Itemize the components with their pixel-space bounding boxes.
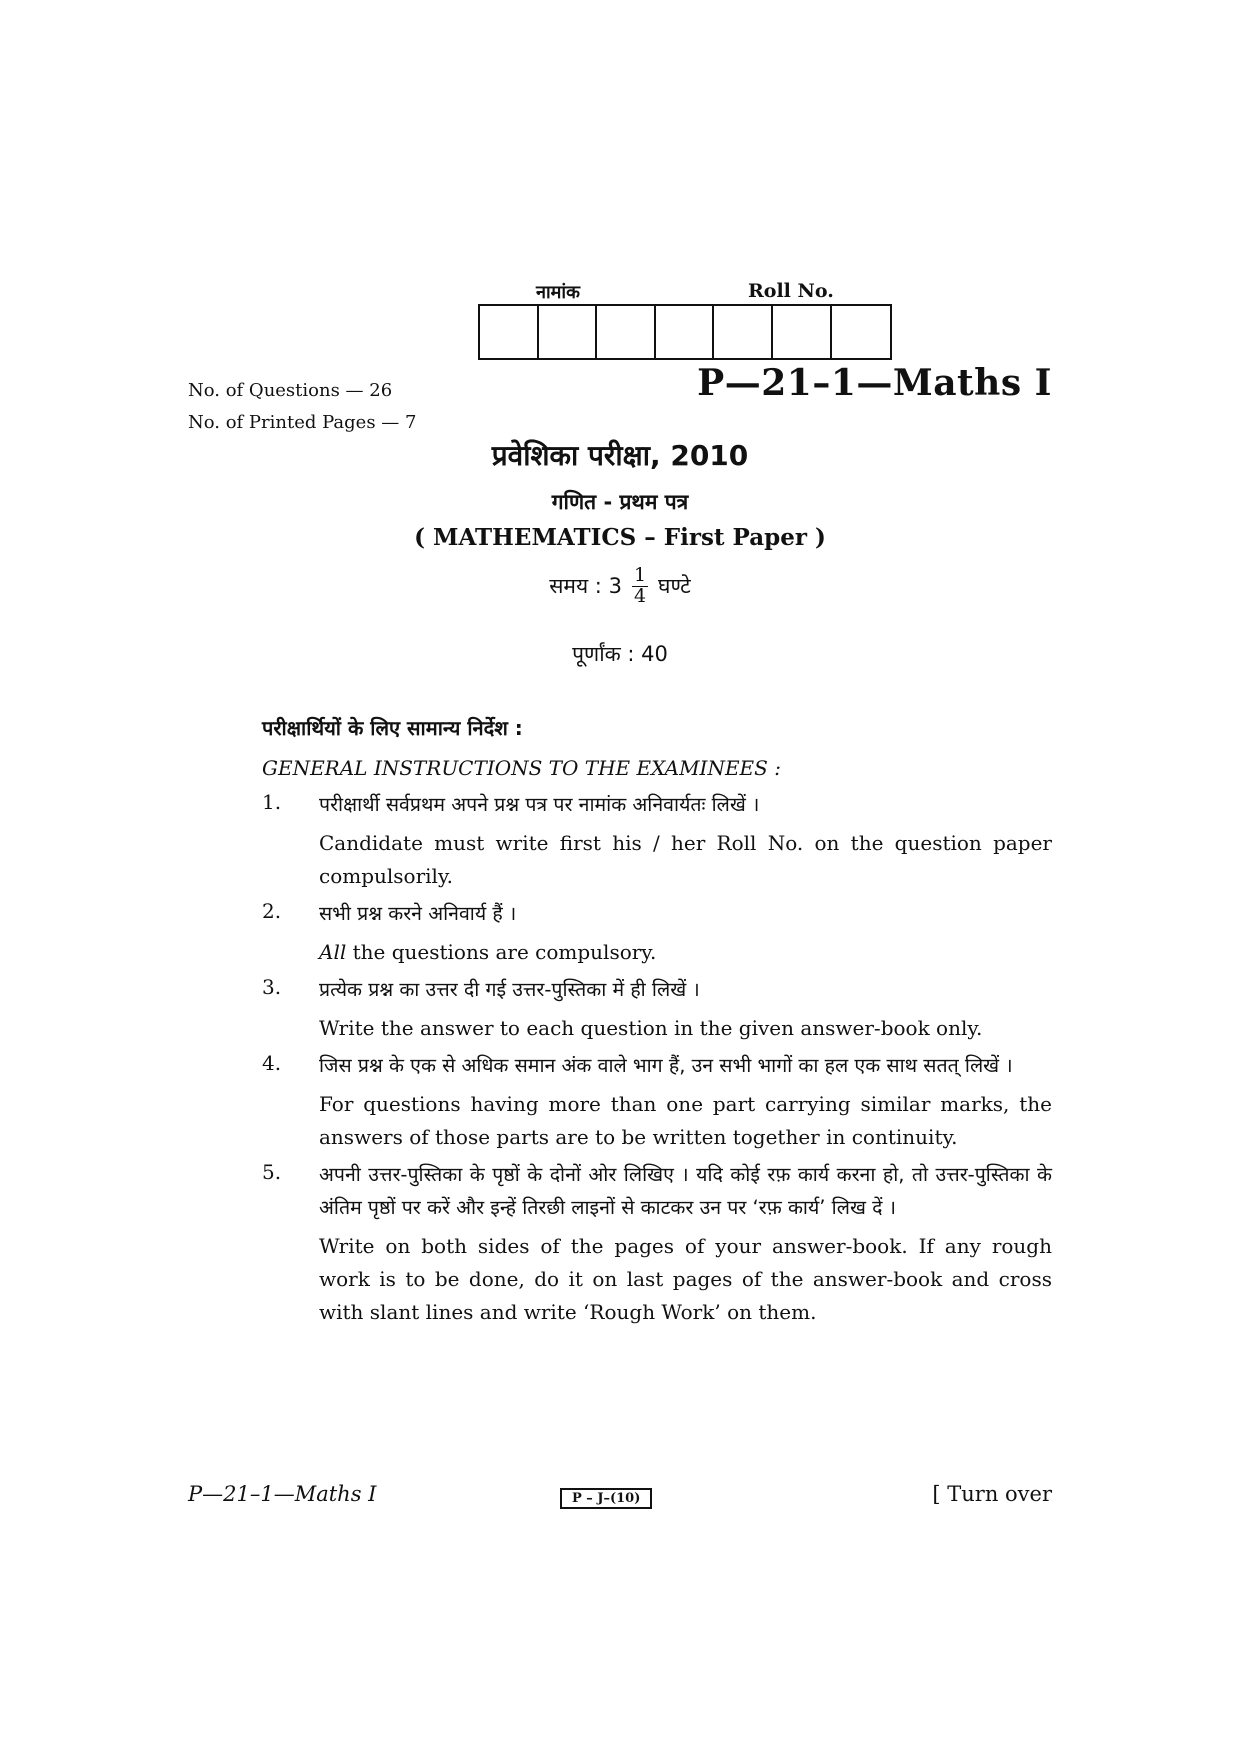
instruction-english: Candidate must write first his / her Roll No. on the question paper compulsorily. bbox=[319, 831, 1052, 888]
instructions-heading-hindi: परीक्षार्थियों के लिए सामान्य निर्देश : bbox=[262, 716, 523, 740]
instruction-hindi: परीक्षार्थी सर्वप्रथम अपने प्रश्न पत्र पर नामांक अनिवार्यतः लिखें । bbox=[319, 793, 760, 816]
turn-over-note: [ Turn over bbox=[932, 1482, 1052, 1506]
instruction-hindi: अपनी उत्तर-पुस्तिका के पृष्ठों के दोनों ओर लिखिए । यदि कोई रफ़ कार्य करना हो, तो उत्तर-पुस्तिका के अंतिम पृष्ठों पर करें और इन्हें तिरछी लाइनों से काटकर उन पर ‘रफ़ कार्य’ लिख दें । bbox=[319, 1163, 1052, 1219]
instruction-hindi: सभी प्रश्न करने अनिवार्य हैं । bbox=[319, 902, 517, 925]
instruction-english-rest: the questions are compulsory. bbox=[346, 940, 657, 964]
instructions-heading-english: GENERAL INSTRUCTIONS TO THE EXAMINEES : bbox=[262, 756, 781, 780]
instruction-item bbox=[262, 897, 1052, 973]
footer-series-code: P – J–(10) bbox=[560, 1488, 652, 1509]
roll-box[interactable] bbox=[539, 306, 598, 358]
instruction-number: 4. bbox=[262, 1051, 282, 1075]
roll-number-boxes bbox=[478, 304, 892, 360]
footer-paper-code: P—21–1—Maths I bbox=[188, 1482, 377, 1506]
roll-box[interactable] bbox=[832, 306, 891, 358]
exam-title: प्रवेशिका परीक्षा, 2010 bbox=[491, 439, 749, 472]
subject-english: ( MATHEMATICS – First Paper ) bbox=[414, 524, 826, 551]
roll-label-hindi: नामांक bbox=[536, 282, 580, 303]
fraction-numerator: 1 bbox=[633, 564, 647, 586]
time-label: समय : 3 bbox=[549, 574, 622, 599]
time-unit: घण्टे bbox=[658, 574, 691, 599]
instruction-item bbox=[262, 973, 1052, 1049]
instruction-number: 5. bbox=[262, 1160, 282, 1184]
roll-box[interactable] bbox=[714, 306, 773, 358]
roll-label-english: Roll No. bbox=[748, 280, 834, 302]
instruction-item bbox=[262, 1158, 1052, 1333]
instruction-english: For questions having more than one part carrying similar marks, the answers of those parts are to be written together in continuity. bbox=[319, 1092, 1052, 1149]
fraction-denominator: 4 bbox=[633, 584, 647, 607]
instructions-list bbox=[262, 788, 1052, 1333]
roll-box[interactable] bbox=[597, 306, 656, 358]
instruction-hindi: प्रत्येक प्रश्न का उत्तर दी गई उत्तर-पुस्तिका में ही लिखें । bbox=[319, 978, 700, 1001]
instruction-english: Write the answer to each question in the given answer-book only. bbox=[319, 1016, 983, 1040]
roll-box[interactable] bbox=[773, 306, 832, 358]
roll-box[interactable] bbox=[480, 306, 539, 358]
instruction-number: 1. bbox=[262, 790, 282, 814]
subject-hindi: गणित - प्रथम पत्र bbox=[551, 490, 689, 514]
instruction-english: Write on both sides of the pages of your answer-book. If any rough work is to be done, do it on last pages of the answer-book and cross with slant lines and write ‘Rough Work’ on them. bbox=[319, 1234, 1052, 1324]
questions-count: No. of Questions — 26 bbox=[188, 380, 393, 401]
time-fraction bbox=[632, 566, 648, 607]
instruction-number: 2. bbox=[262, 899, 282, 923]
instruction-item bbox=[262, 1049, 1052, 1158]
instruction-emphasis: All bbox=[319, 940, 347, 964]
instruction-item bbox=[262, 788, 1052, 897]
roll-box[interactable] bbox=[656, 306, 715, 358]
instruction-number: 3. bbox=[262, 975, 282, 999]
instruction-hindi: जिस प्रश्न के एक से अधिक समान अंक वाले भाग हैं, उन सभी भागों का हल एक साथ सतत् लिखें । bbox=[319, 1054, 1013, 1077]
instruction-english bbox=[319, 936, 1052, 969]
paper-code: P—21–1—Maths I bbox=[697, 362, 1052, 404]
max-marks: पूर्णांक : 40 bbox=[572, 642, 668, 666]
printed-pages: No. of Printed Pages — 7 bbox=[188, 412, 417, 433]
time-allowed bbox=[0, 566, 1240, 607]
